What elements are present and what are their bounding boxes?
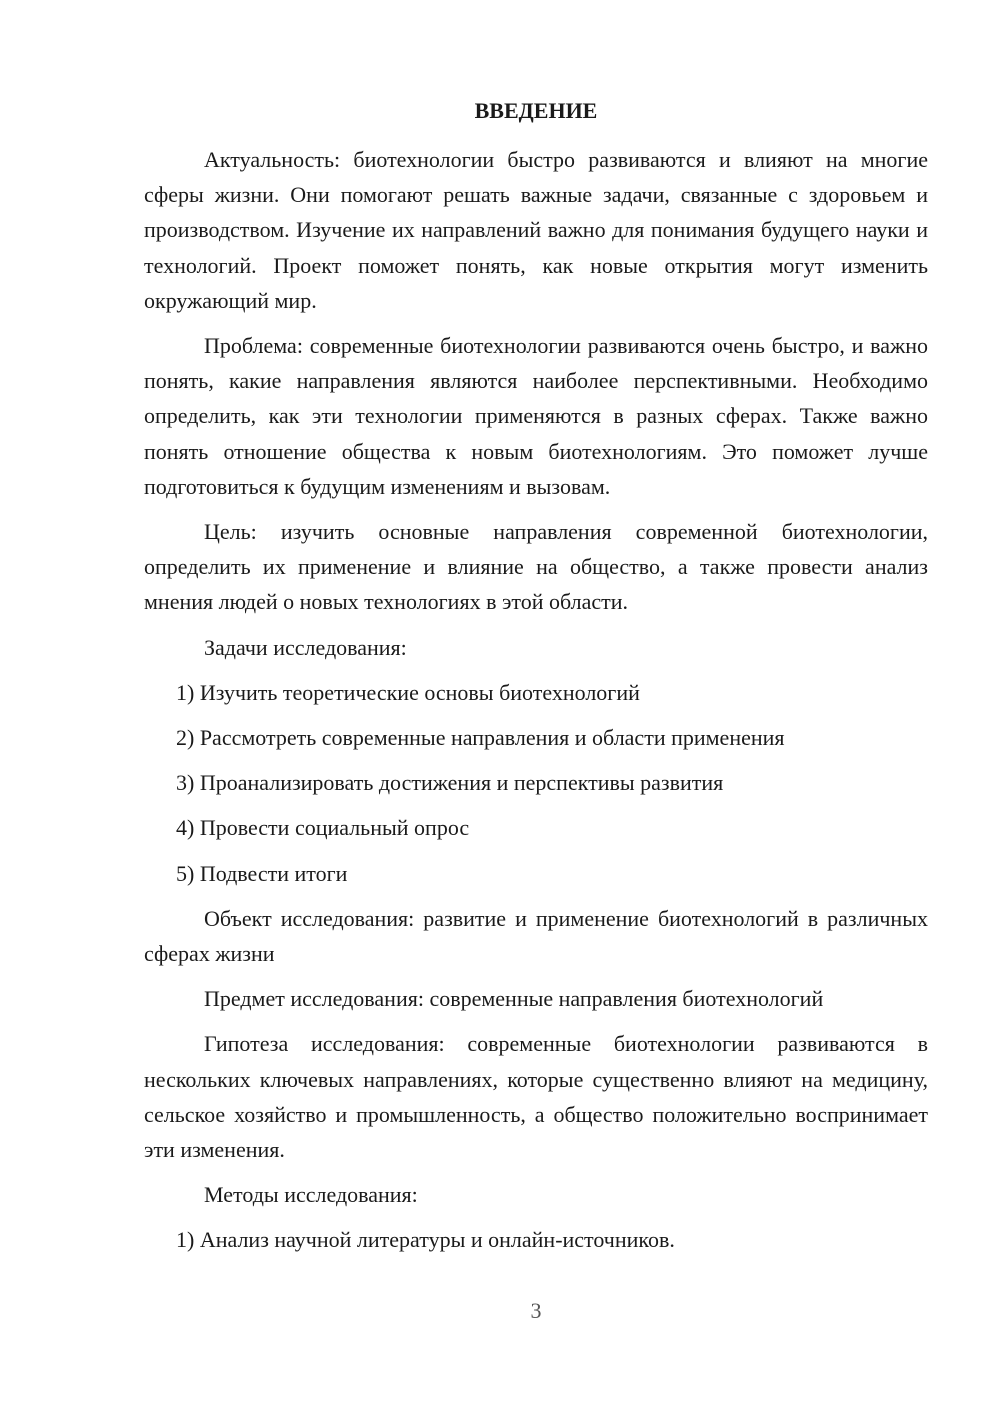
page-number: 3 <box>530 1298 542 1323</box>
task-item: 1) Изучить теоретические основы биотехнологий <box>176 679 640 705</box>
subject-paragraph: Предмет исследования: современные направления биотехнологий <box>204 986 824 1012</box>
relevance-paragraph: Актуальность: биотехнологии быстро развиваются и влияют на многие сферы жизни. Они помогают решать важные задачи, связанные с здоровьем и производством. Изучение их направлений важно для понимания будущего науки и технологий. Проект поможет понять, как новые открытия могут изменить окружающий мир. <box>144 147 928 313</box>
object-paragraph: Объект исследования: развитие и применение биотехнологий в различных сферах жизни <box>144 905 928 967</box>
hypothesis-paragraph: Гипотеза исследования: современные биотехнологии развиваются в нескольких ключевых направлениях, которые существенно влияют на медицину, сельское хозяйство и промышленность, а общество положительно воспринимает эти изменения. <box>144 1031 928 1163</box>
task-item: 2) Рассмотреть современные направления и области применения <box>176 725 785 751</box>
goal-paragraph: Цель: изучить основные направления современной биотехнологии, определить их применение и влияние на общество, а также провести анализ мнения людей о новых технологиях в этой области. <box>144 519 928 615</box>
methods-heading: Методы исследования: <box>204 1182 418 1208</box>
task-item: 3) Проанализировать достижения и перспективы развития <box>176 770 724 796</box>
section-title: ВВЕДЕНИЕ <box>474 98 598 123</box>
problem-paragraph: Проблема: современные биотехнологии развиваются очень быстро, и важно понять, какие направления являются наиболее перспективными. Необходимо определить, как эти технологии применяются в разных сферах. Также важно понять отношение общества к новым биотехнологиям. Это поможет лучше подготовиться к будущим изменениям и вызовам. <box>144 333 928 499</box>
tasks-heading: Задачи исследования: <box>204 634 407 660</box>
task-item: 5) Подвести итоги <box>176 860 348 886</box>
method-item: 1) Анализ научной литературы и онлайн-источников. <box>176 1227 675 1253</box>
document-page <box>144 0 928 1414</box>
task-item: 4) Провести социальный опрос <box>176 815 470 841</box>
document-body <box>144 142 928 1268</box>
